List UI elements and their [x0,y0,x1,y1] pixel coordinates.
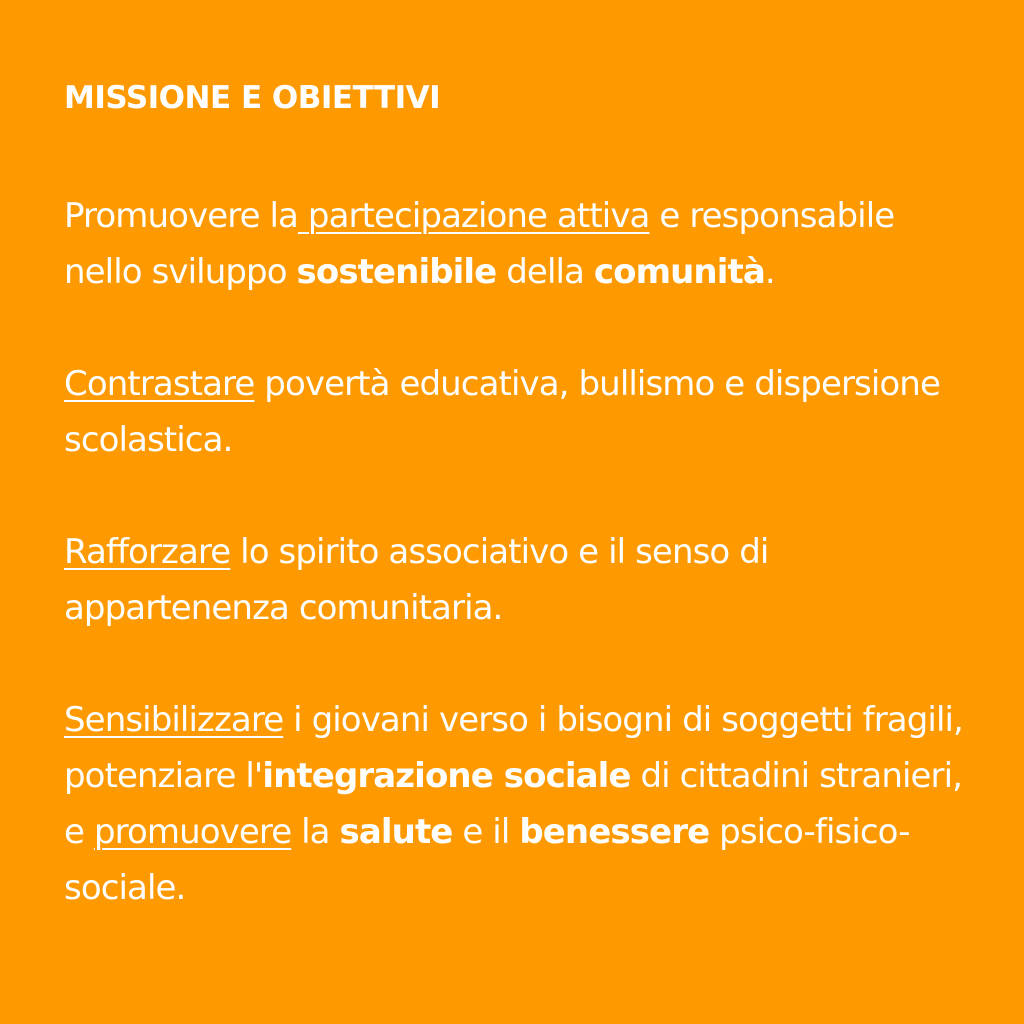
mission-paragraph-participation [64,188,964,300]
underlined-phrase: partecipazione attiva [298,196,650,236]
bold-phrase: sostenibile [296,252,497,292]
text-segment: Promuovere la [64,196,298,236]
underlined-phrase: promuovere [93,812,292,852]
text-segment: e il [452,812,520,852]
bold-phrase: integrazione sociale [262,756,631,796]
text-segment: la [291,812,340,852]
text-segment: i giovani verso i bisogni di soggetti fragili, potenziare l' [64,700,963,796]
mission-paragraph-strengthen [64,524,964,636]
underlined-phrase: Rafforzare [64,532,231,572]
mission-paragraph-awareness [64,692,964,916]
text-segment: di cittadini stranieri, e [64,756,963,852]
text-segment: della [496,252,594,292]
bold-phrase: benessere [519,812,710,852]
page-title: MISSIONE E OBIETTIVI [64,80,441,116]
text-segment: psico-fisico-sociale. [64,812,910,908]
text-segment: lo spirito associativo e il senso di appartenenza comunitaria. [64,532,769,628]
text-segment: e responsabile nello sviluppo [64,196,895,292]
bold-phrase: comunità [593,252,765,292]
underlined-phrase: Sensibilizzare [64,700,284,740]
bold-phrase: salute [339,812,453,852]
underlined-phrase: Contrastare [64,364,255,404]
text-segment: povertà educativa, bullismo e dispersione scolastica. [64,364,940,460]
text-segment: . [764,252,775,292]
mission-paragraph-contrast [64,356,964,468]
